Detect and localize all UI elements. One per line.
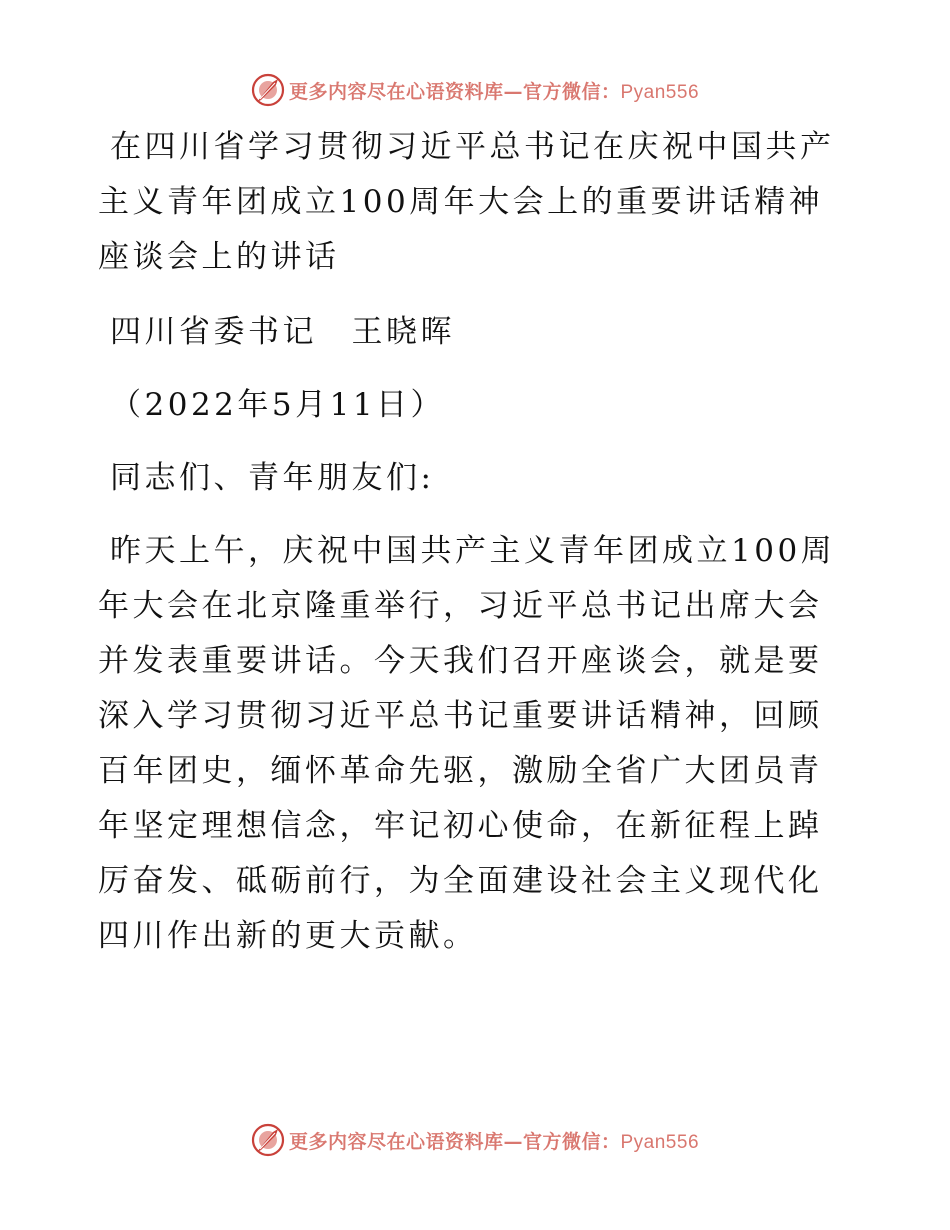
quill-logo-icon	[251, 73, 285, 107]
watermark-banner-bottom	[0, 1120, 950, 1160]
document-date: （2022年5月11日）	[110, 387, 446, 423]
document-author: 四川省委书记 王晓晖	[110, 314, 455, 350]
quill-logo-icon	[251, 1123, 285, 1157]
document-body	[98, 120, 850, 982]
watermark-text: 更多内容尽在心语资料库—官方微信：Pyan556	[288, 1130, 700, 1153]
document-title: 在四川省学习贯彻习近平总书记在庆祝中国共产主义青年团成立100周年大会上的重要讲话精神座谈会上的讲话	[98, 129, 835, 275]
document-paragraph: 昨天上午，庆祝中国共产主义青年团成立100周年大会在北京隆重举行，习近平总书记出席大会并发表重要讲话。今天我们召开座谈会，就是要深入学习贯彻习近平总书记重要讲话精神，回顾百年团史，缅怀革命先驱，激励全省广大团员青年坚定理想信念，牢记初心使命，在新征程上踔厉奋发、砥砺前行，为全面建设社会主义现代化四川作出新的更大贡献。	[98, 533, 836, 954]
document-greeting: 同志们、青年朋友们:	[110, 460, 435, 496]
watermark-banner-top	[0, 70, 950, 110]
watermark-text: 更多内容尽在心语资料库—官方微信：Pyan556	[288, 80, 700, 103]
